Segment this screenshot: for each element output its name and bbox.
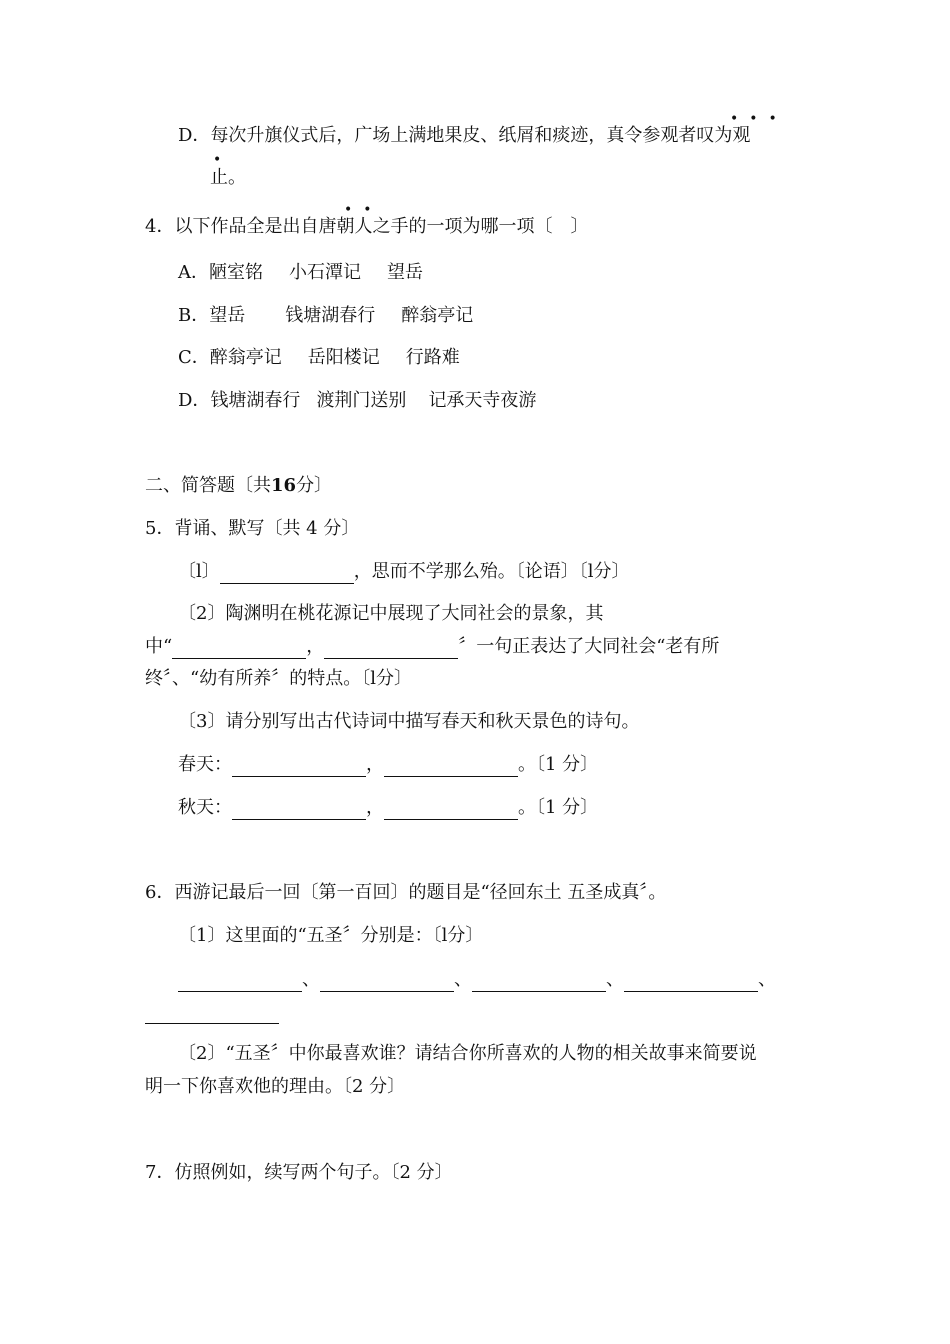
answer-blank[interactable] [384,756,518,777]
option-label: B． [178,305,210,326]
score-note: 。〔1 分〕 [518,797,599,818]
answer-blank[interactable] [624,971,758,992]
answer-blank[interactable] [384,799,518,820]
section-title-suffix: 分〕 [296,475,333,496]
part-text: ，思而不学那么殆。〔论语〕〔l分〕 [353,561,630,582]
emphasis-dots: ••• [730,111,788,127]
separator: 、 [758,969,776,990]
part-text: ， [306,636,325,657]
option-text: 每次升旗仪式后，广场上满地果皮、纸屑和痰迹，真令参观者叹为观 [210,125,751,146]
comma: ， [366,797,384,818]
q3-option-d [178,124,750,148]
q6-answer-blanks [178,968,776,992]
q4-option-d [178,389,536,413]
q6-part2-line2: 明一下你喜欢他的理由。〔2 分〕 [145,1076,406,1097]
separator: 、 [302,969,320,990]
answer-blank[interactable] [320,971,454,992]
answer-blank[interactable] [472,971,606,992]
emphasis-dot: • [213,152,233,168]
answer-blank[interactable] [178,971,302,992]
q5-part2-line1: 〔2〕陶渊明在桃花源记中展现了大同社会的景象，其 [178,603,604,624]
answer-blank[interactable] [324,638,458,659]
option-label: D． [178,125,211,146]
work-title: 醉翁亭记 [209,347,282,368]
emphasis-dots: •• [344,202,383,218]
q4-stem: 4．以下作品全是出自唐朝人之手的一项为哪一项〔 〕 [145,216,589,237]
q5-part3: 〔3〕请分别写出古代诗词中描写春天和秋天景色的诗句。 [178,711,640,732]
section-title: 二、简答题〔共 [145,475,271,496]
q6-part1: 〔1〕这里面的“五圣〞分别是：〔l分〕 [178,925,484,946]
q3-option-d-continued: 止。 [210,167,246,188]
q5-part2-line2 [145,635,719,659]
q6-part2-line1: 〔2〕“五圣〞中你最喜欢谁？请结合你所喜欢的人物的相关故事来简要说 [178,1043,757,1064]
work-title: 记承天寺夜游 [428,390,537,411]
work-title: 望岳 [209,305,246,326]
separator: 、 [606,969,624,990]
section-heading [145,474,332,498]
score-note: 。〔1 分〕 [518,754,599,775]
work-title: 钱塘湖春行 [210,390,301,411]
q4-option-c [178,346,460,370]
work-title: 小石潭记 [289,262,361,283]
answer-blank[interactable] [232,756,366,777]
q4-option-a [178,261,423,285]
comma: ， [366,754,384,775]
section-score: 16 [271,475,297,496]
spring-label: 春天： [178,754,232,775]
part-text: 中“ [145,636,173,657]
q5-autumn-line [178,796,598,820]
work-title: 钱塘湖春行 [285,305,376,326]
work-title: 醉翁亭记 [401,305,474,326]
q5-spring-line [178,753,598,777]
q4-option-b [178,304,473,328]
work-title: 望岳 [387,262,423,283]
work-title: 陋室铭 [209,262,263,283]
option-label: C． [178,347,210,368]
q7-stem: 7．仿照例如，续写两个句子。〔2 分〕 [145,1162,453,1183]
part-text: 〞一句正表达了大同社会“老有所 [458,636,720,657]
part-label: 〔l〕 [178,561,220,582]
q5-part1 [178,560,630,584]
answer-blank[interactable] [172,638,306,659]
q6-stem: 6．西游记最后一回〔第一百回〕的题目是“径回东土 五圣成真〞。 [145,882,667,903]
answer-blank[interactable] [145,1003,279,1024]
q5-part2-line3: 终〞、“幼有所养〞的特点。〔l分〕 [145,668,412,689]
work-title: 岳阳楼记 [307,347,380,368]
answer-blank[interactable] [220,563,354,584]
answer-blank[interactable] [232,799,366,820]
q6-answer-blank-wrap [145,1000,279,1024]
option-label: D． [178,390,211,411]
option-label: A． [178,262,209,283]
q5-stem: 5．背诵、默写〔共 4 分〕 [145,518,360,539]
autumn-label: 秋天： [178,797,232,818]
work-title: 行路难 [405,347,460,368]
separator: 、 [454,969,472,990]
work-title: 渡荆门送别 [316,390,407,411]
